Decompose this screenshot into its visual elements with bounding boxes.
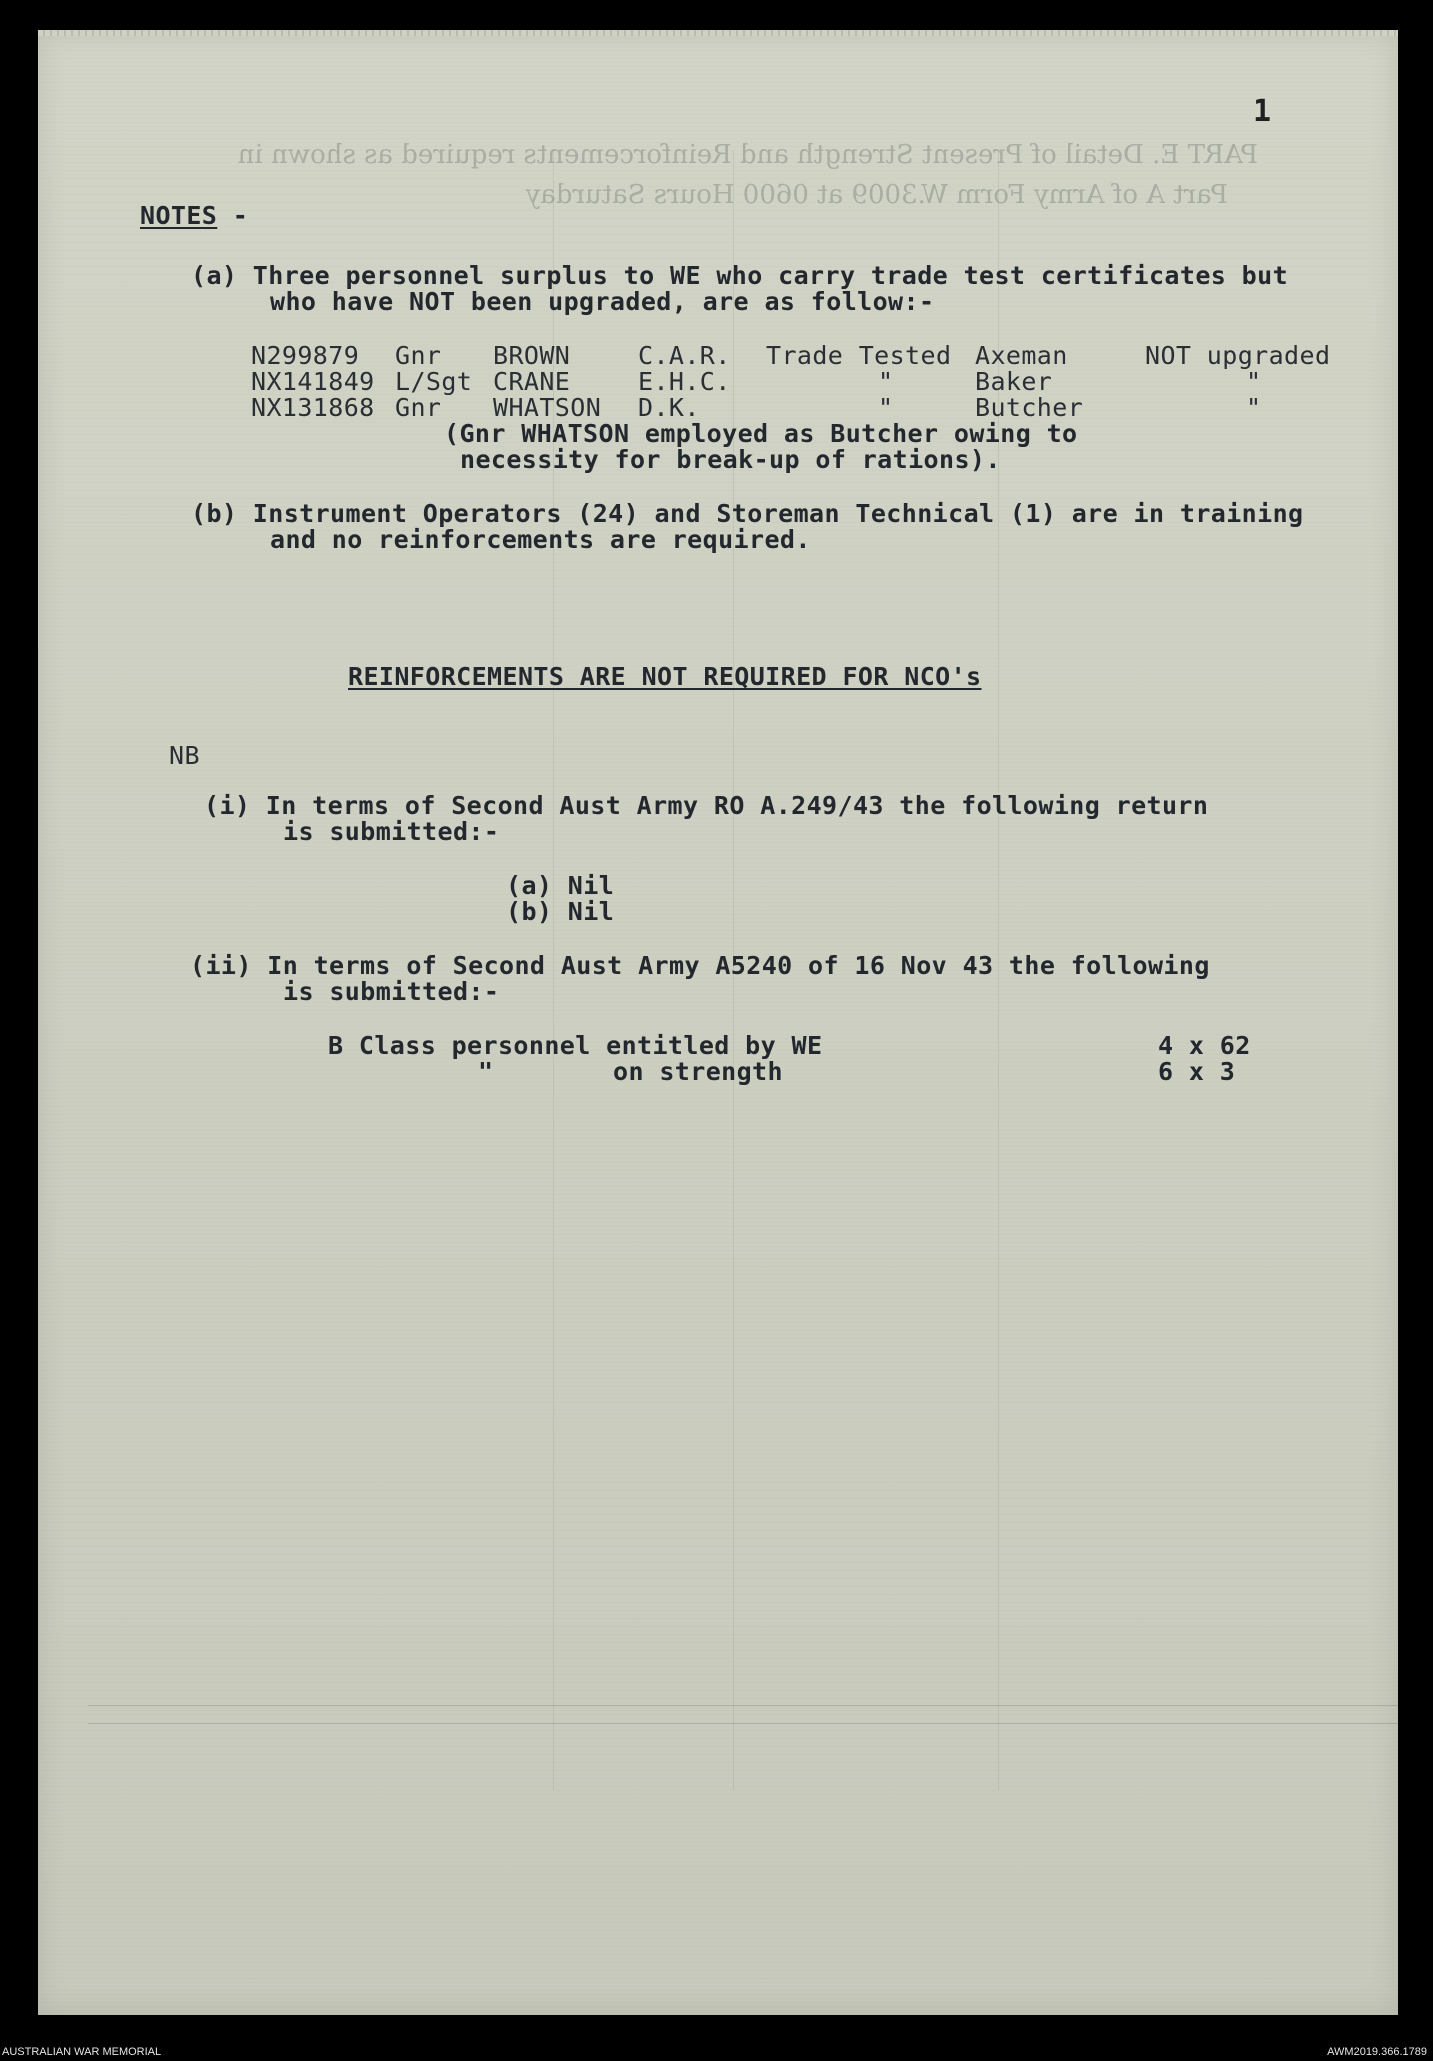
notes-heading (140, 202, 248, 229)
note-b-line-2: and no reinforcements are required. (270, 525, 811, 554)
show-through-rule (88, 1723, 1398, 1724)
footer-left: AUSTRALIAN WAR MEMORIAL (2, 2046, 162, 2058)
table-row-name: CRANE (493, 367, 571, 396)
table-row-ditto: " (878, 367, 894, 396)
table-row-number: N299879 (251, 341, 360, 370)
table-row-name: WHATSON (493, 393, 602, 422)
on-strength-value: 6 x 3 (1158, 1057, 1236, 1086)
nb-ii-line-1: (ii) In terms of Second Aust Army A5240 of 16 Nov 43 the following (190, 951, 1210, 980)
table-row-number: NX141849 (251, 367, 375, 396)
show-through-text-line-2: Part A of Army Form W.3009 at 0600 Hours Saturday (525, 180, 1228, 210)
table-row-rank: L/Sgt (395, 367, 473, 396)
b-class-value: 4 x 62 (1158, 1031, 1251, 1060)
torn-top-edge (38, 30, 1398, 36)
notes-heading-text: NOTES (140, 201, 218, 230)
table-row-status-ditto: " (1246, 393, 1262, 422)
show-through-text-line-1: PART E. Detail of Present Strength and Reinforcements required as shown in (237, 140, 1258, 170)
remark-line-2: necessity for break-up of rations). (460, 445, 1001, 474)
note-a-line-2: who have NOT been upgraded, are as follow:- (270, 287, 935, 316)
table-row-ditto: " (878, 393, 894, 422)
table-row-status-ditto: " (1246, 367, 1262, 396)
table-row-status: NOT upgraded (1145, 341, 1331, 370)
table-row-name: BROWN (493, 341, 571, 370)
table-row-trade: Butcher (975, 393, 1084, 422)
table-row-trade-tested: Trade Tested (766, 341, 952, 370)
nb-i-b: (b) Nil (506, 897, 615, 926)
table-row-initials: C.A.R. (638, 341, 731, 370)
b-class-label: B Class personnel entitled by WE (328, 1031, 823, 1060)
nb-i-line-1: (i) In terms of Second Aust Army RO A.249/43 the following return (204, 791, 1209, 820)
nb-i-line-2: is submitted:- (283, 817, 500, 846)
note-b-line-1: (b) Instrument Operators (24) and Storeman Technical (1) are in training (191, 499, 1304, 528)
document-page (38, 30, 1398, 2015)
nb-ii-line-2: is submitted:- (283, 977, 500, 1006)
show-through-rule (88, 1705, 1398, 1706)
on-strength-ditto: " (478, 1057, 494, 1086)
table-row-initials: D.K. (638, 393, 700, 422)
table-row-trade: Axeman (975, 341, 1068, 370)
on-strength-label: on strength (613, 1057, 783, 1086)
page-number: 1 (1253, 94, 1272, 129)
table-row-initials: E.H.C. (638, 367, 731, 396)
nb-label: NB (169, 741, 200, 770)
table-row-rank: Gnr (395, 393, 442, 422)
note-a-line-1: (a) Three personnel surplus to WE who carry trade test certificates but (191, 261, 1289, 290)
nb-i-a: (a) Nil (506, 871, 615, 900)
table-row-number: NX131868 (251, 393, 375, 422)
notes-heading-dash: - (232, 201, 249, 230)
table-row-trade: Baker (975, 367, 1053, 396)
remark-line-1: (Gnr WHATSON employed as Butcher owing to (444, 419, 1078, 448)
reinforcements-heading: REINFORCEMENTS ARE NOT REQUIRED FOR NCO's (348, 662, 982, 691)
footer-right: AWM2019.366.1789 (1327, 2046, 1427, 2058)
table-row-rank: Gnr (395, 341, 442, 370)
